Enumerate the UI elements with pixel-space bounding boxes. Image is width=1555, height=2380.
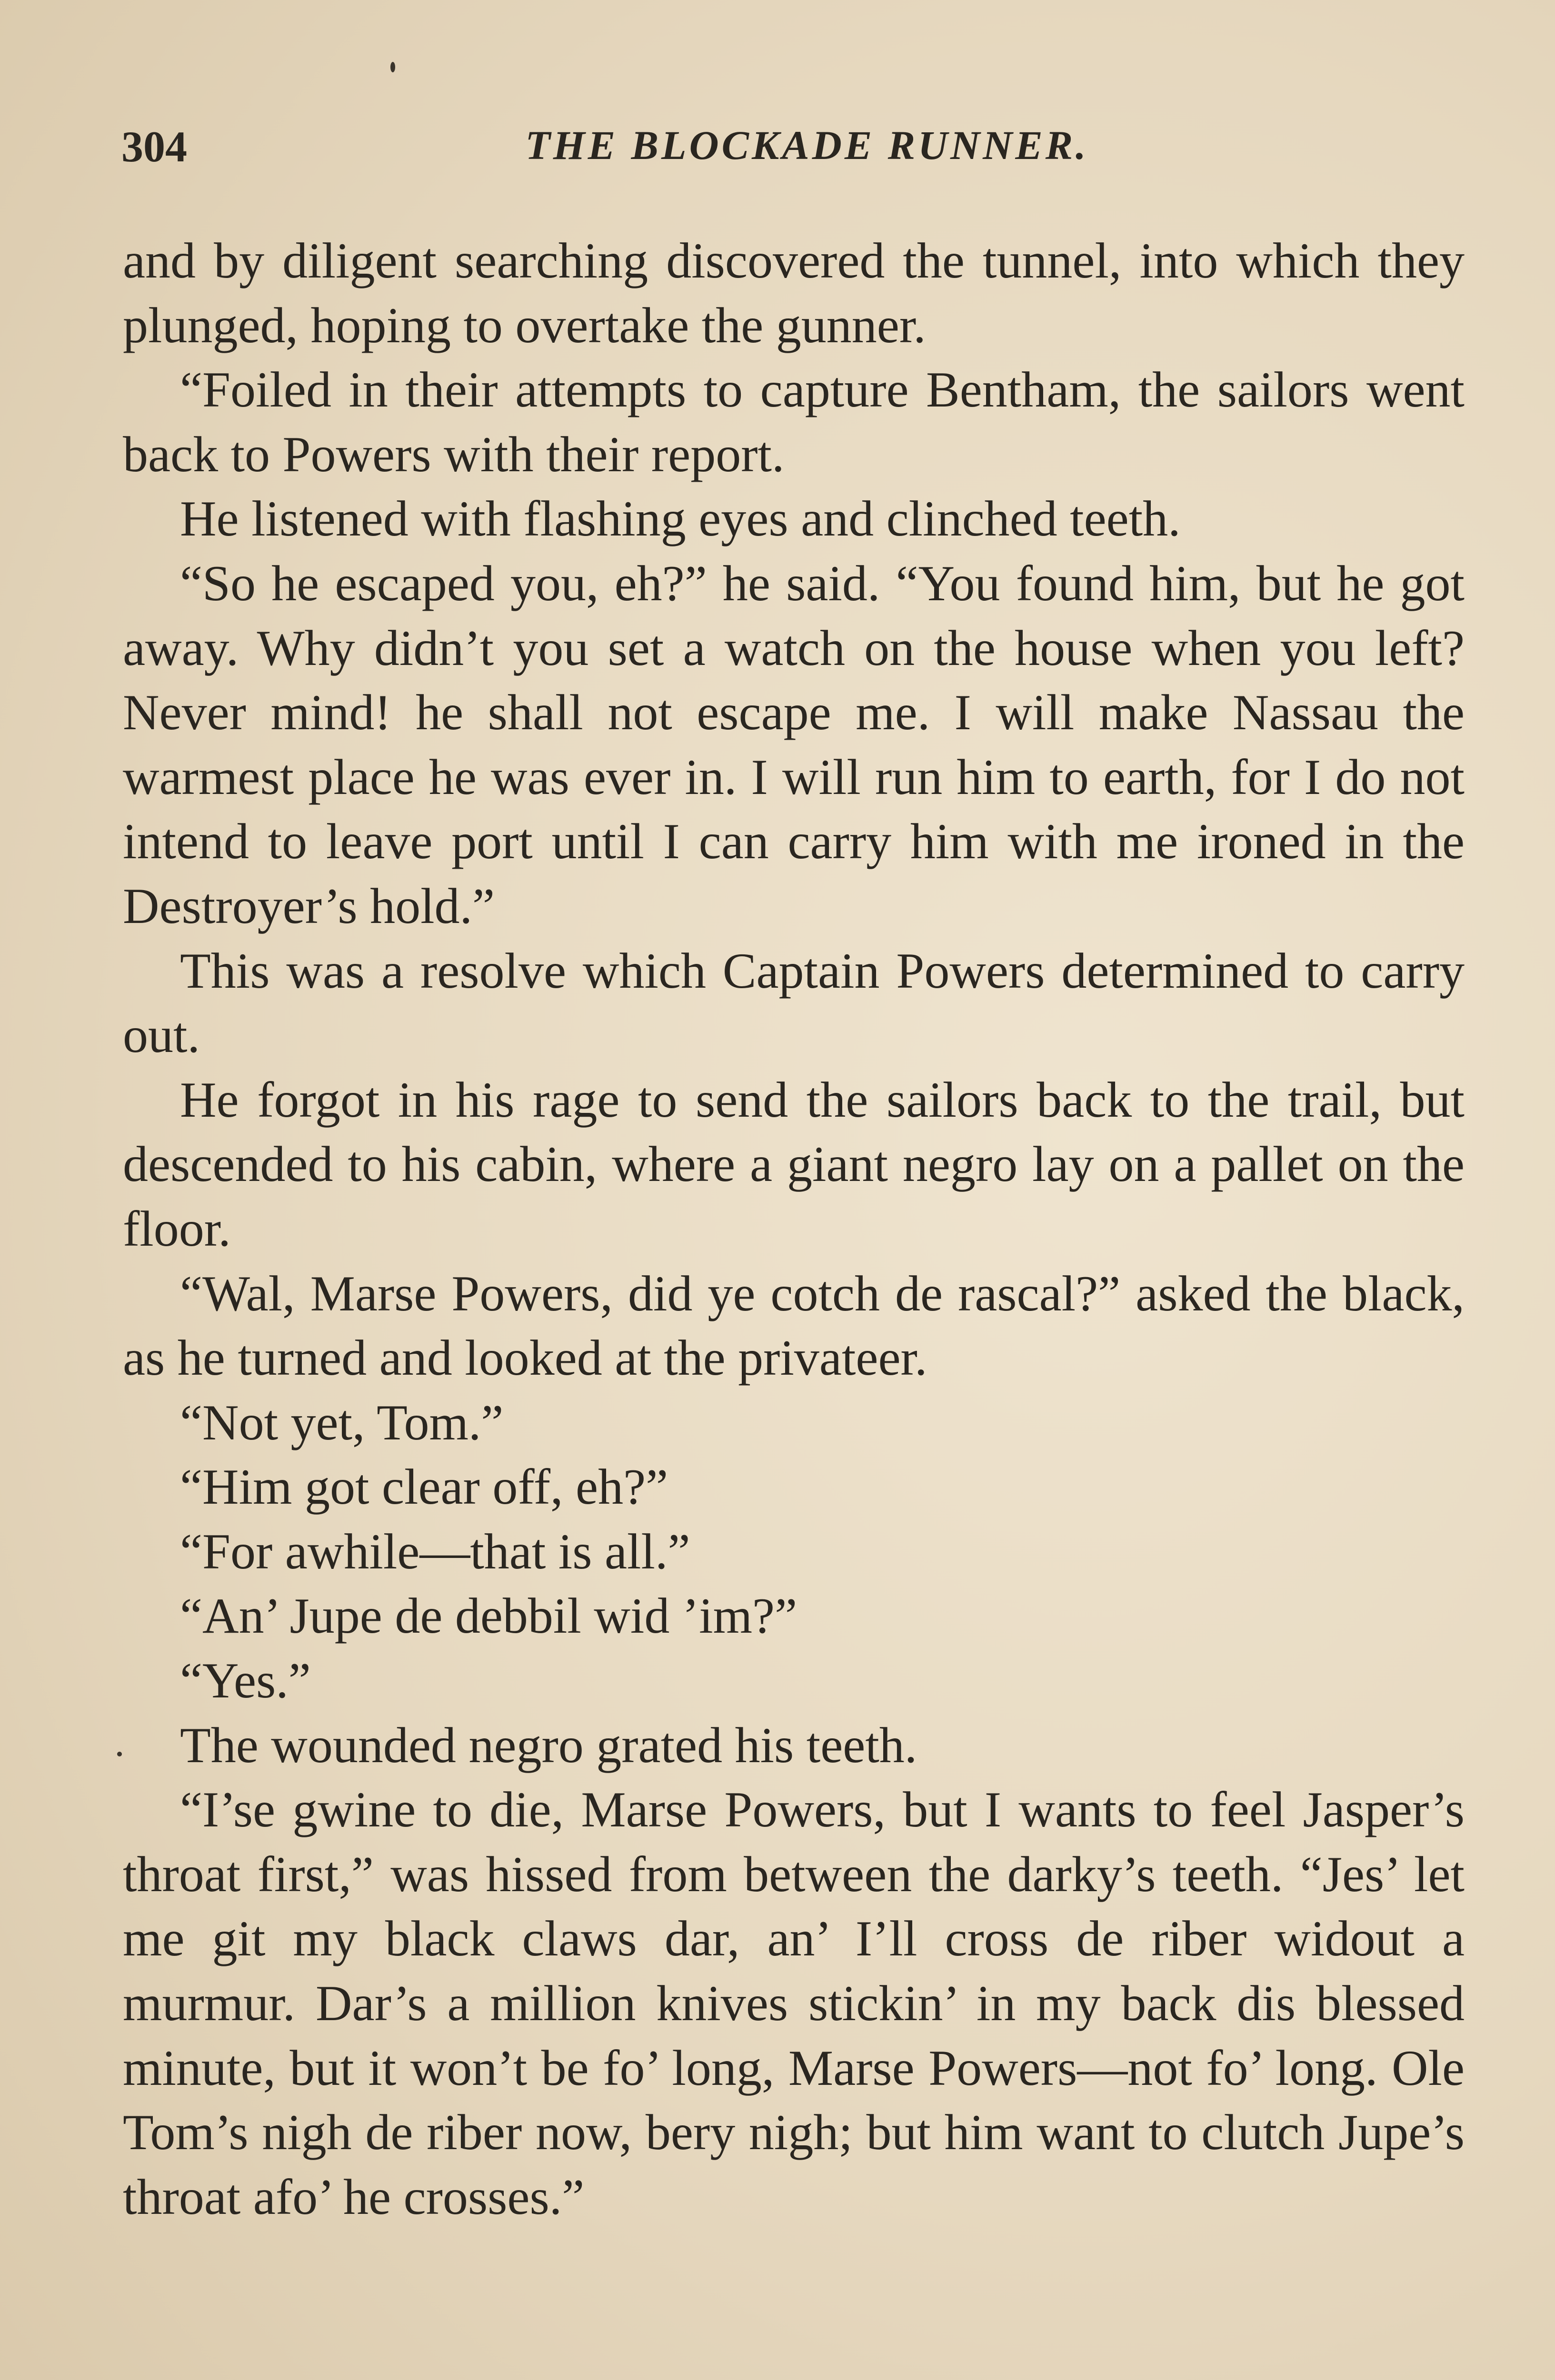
page-number: 304	[121, 122, 187, 171]
paragraph: “For awhile—that is all.”	[180, 1523, 690, 1579]
paragraph: “Him got clear off, eh?”	[180, 1459, 668, 1515]
paragraph: He listened with flashing eyes and clinched teeth.	[180, 491, 1181, 547]
paragraph: and by diligent searching discovered the tunnel, into which they plunged, hoping to overtake the gunner.	[123, 233, 1465, 353]
paragraph: The wounded negro grated his teeth.	[180, 1717, 917, 1773]
ink-speck	[117, 1752, 122, 1756]
paragraph: “So he escaped you, eh?” he said. “You found him, but he got away. Why didn’t you set a watch on the house when you left? Never mind! he shall not escape me. I will make Nassau the warmest place he was ever in. I will run him to earth, for I do not intend to leave port until I can carry him with me ironed in the Destroyer’s hold.”	[123, 555, 1465, 934]
paragraph: “I’se gwine to die, Marse Powers, but I wants to feel Jasper’s throat first,” was hissed from between the darky’s teeth. “Jes’ let me git my black claws dar, an’ I’ll cross de riber widout a murmur. Dar’s a million knives stickin’ in my back dis blessed minute, but it won’t be fo’ long, Marse Powers—not fo’ long. Ole Tom’s nigh de riber now, bery nigh; but him want to clutch Jupe’s throat afo’ he crosses.”	[123, 1782, 1465, 2225]
paragraph: “Not yet, Tom.”	[180, 1394, 504, 1450]
paragraph: “An’ Jupe de debbil wid ’im?”	[180, 1588, 797, 1644]
paragraph: “Yes.”	[180, 1653, 311, 1709]
body-text	[123, 228, 1465, 2229]
ink-speck	[390, 62, 395, 72]
paragraph: “Wal, Marse Powers, did ye cotch de rascal?” asked the black, as he turned and looked at the privateer.	[123, 1265, 1465, 1386]
paragraph: “Foiled in their attempts to capture Bentham, the sailors went back to Powers with their report.	[123, 362, 1465, 482]
paragraph: He forgot in his rage to send the sailors back to the trail, but descended to his cabin, where a giant negro lay on a pallet on the floor.	[123, 1071, 1465, 1257]
paragraph: This was a resolve which Captain Powers determined to carry out.	[123, 942, 1465, 1063]
running-head: THE BLOCKADE RUNNER.	[525, 122, 1089, 168]
page-header	[121, 121, 1493, 183]
